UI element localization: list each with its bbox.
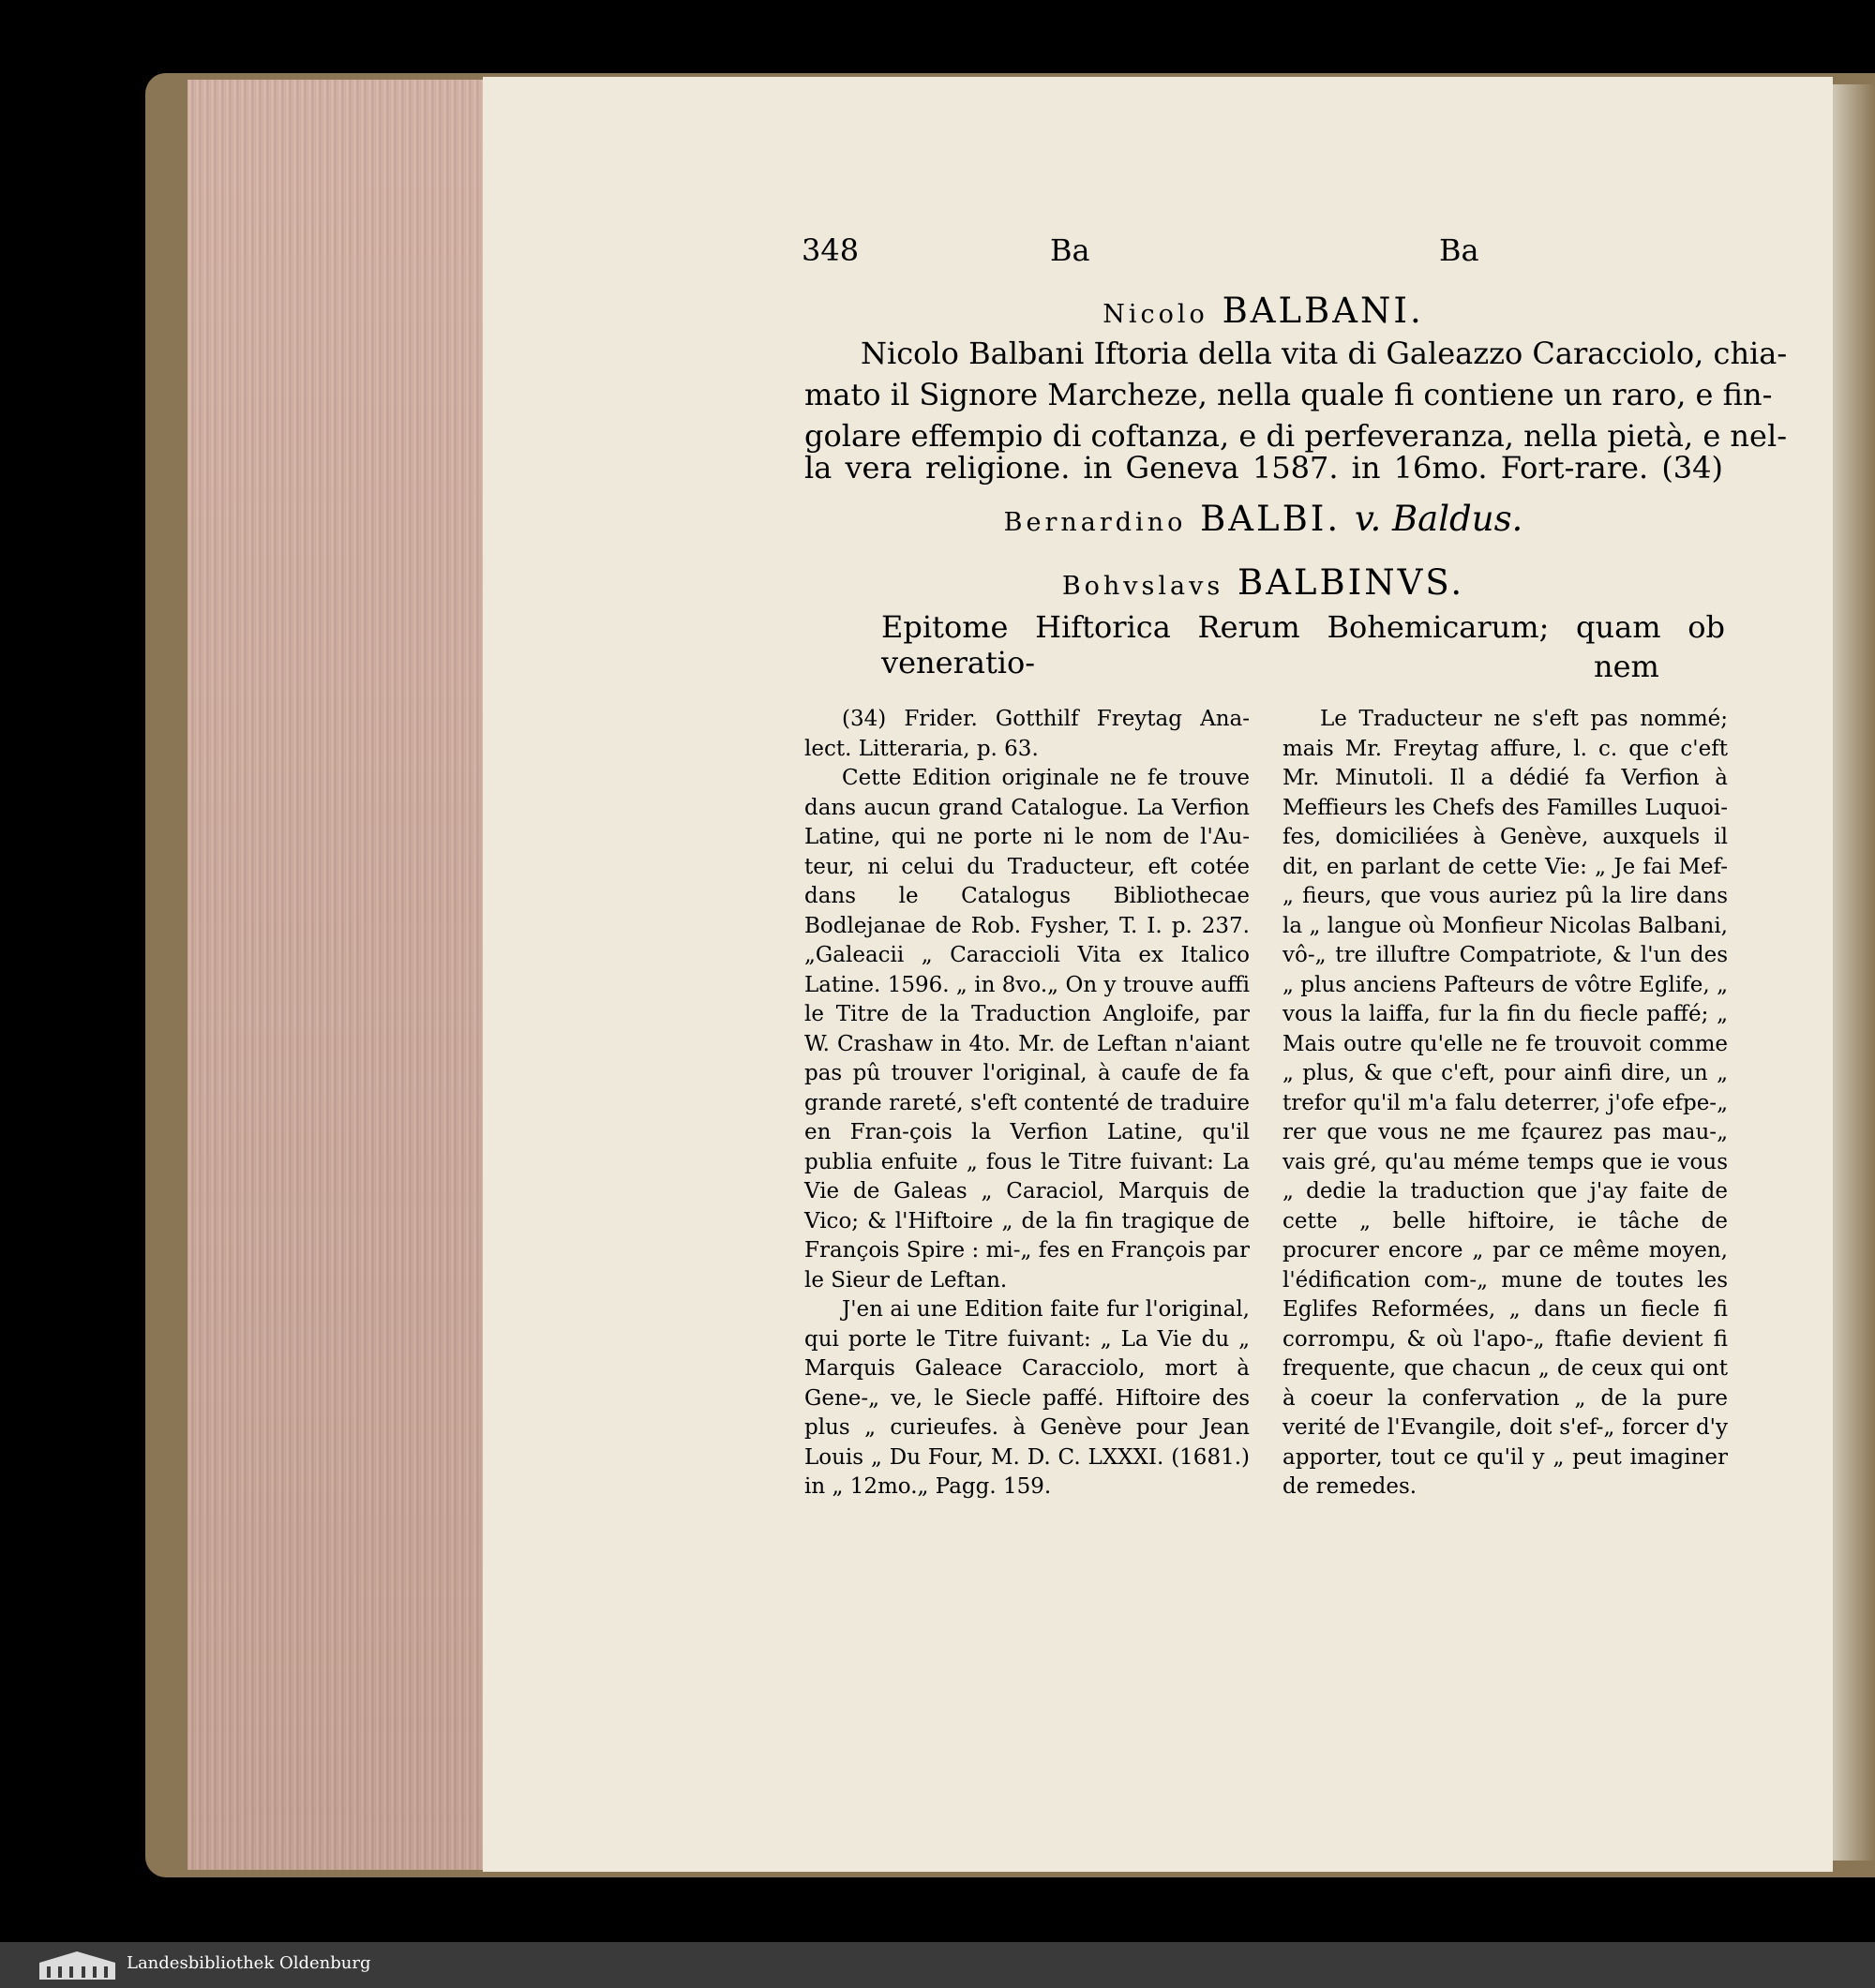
entry-text-line: la vera religione. in Geneva 1587. in 16mo. Fort-rare. (34) bbox=[804, 450, 1723, 486]
heading-surname: BALBANI. bbox=[1222, 291, 1424, 331]
footnote-paragraph: Cette Edition originale ne fe trouve dans aucun grand Catalogue. La Verfion Latine, qui ne porte ni le nom de l'Au-teur, ni celui du Traducteur, eft cotée dans le Catalogus Bibliothecae Bodlejanae de Rob. Fysher, T. I. p. 237. „Galeacii „ Caraccioli Vita ex Italico Latine. 1596. „ in 8vo.„ On y trouve auffi le Titre de la Traduction Angloife, par W. Crashaw in 4to. Mr. de Leftan n'aiant pas pû trouver l'original, à caufe de fa grande rareté, s'eft contenté de traduire en Fran-çois la Verfion Latine, qu'il publia enfuite „ fous le Titre fuivant: La Vie de Galeas „ Caraciol, Marquis de Vico; & l'Hiftoire „ de la fin tragique de François Spire : mi-„ fes en François par le Sieur de Leftan. bbox=[804, 766, 1250, 1293]
footnote-column-right bbox=[1282, 705, 1728, 1502]
entry-text-line: golare effempio di coftanza, e di perfeveranza, nella pietà, e nel- bbox=[804, 418, 1788, 454]
entry-text-line: nem bbox=[1594, 649, 1659, 684]
library-building-icon bbox=[38, 1950, 117, 1981]
heading-surname: BALBINVS. bbox=[1238, 562, 1465, 603]
entry-heading-balbinus bbox=[802, 562, 1725, 603]
library-footer-bar bbox=[0, 1942, 1875, 1988]
facing-page-edge bbox=[1833, 84, 1875, 1861]
entry-heading-balbi bbox=[802, 499, 1725, 539]
heading-surname: BALBI. bbox=[1200, 499, 1342, 539]
footnote-paragraph: (34) Frider. Gotthilf Freytag Ana-lect. Litteraria, p. 63. bbox=[804, 707, 1250, 761]
entry-heading-balbani bbox=[802, 291, 1725, 331]
running-head-left: Ba bbox=[1050, 232, 1090, 268]
page-block-shade bbox=[188, 80, 483, 1870]
footnote-paragraph: J'en ai une Edition faite fur l'original, qui porte le Titre fuivant: „ La Vie du „ Marquis Galeace Caracciolo, mort à Gene-„ ve, le Siecle paffé. Hiftoire des plus „ curieufes. à Genève pour Jean Louis „ Du Four, M. D. C. LXXXI. (1681.) in „ 12mo.„ Pagg. 159. bbox=[804, 1297, 1250, 1499]
library-name: Landesbibliothek Oldenburg bbox=[127, 1953, 371, 1973]
heading-cross-reference: v. Baldus. bbox=[1354, 499, 1523, 539]
entry-text-line: mato il Signore Marcheze, nella quale fi contiene un raro, e fin- bbox=[804, 377, 1773, 412]
heading-given-name: Nicolo bbox=[1102, 300, 1208, 329]
footnote-column-left bbox=[804, 705, 1250, 1502]
footnote-paragraph: Le Traducteur ne s'eft pas nommé; mais Mr. Freytag affure, l. c. que c'eft Mr. Minutoli. Il a dédié fa Verfion à Meffieurs les Chefs des Familles Luquoi-fes, domiciliées à Genève, auxquels il dit, en parlant de cette Vie: „ Je fai Mef-„ fieurs, que vous auriez pû la lire dans la „ langue où Monfieur Nicolas Balbani, vô-„ tre illuftre Compatriote, & l'un des „ plus anciens Pafteurs de vôtre Eglife, „ vous la laiffa, fur la fin du fiecle paffé; „ Mais outre qu'elle ne fe trouvoit comme „ plus, & que c'eft, pour ainfi dire, un „ trefor qu'il m'a falu deterrer, j'ofe efpe-„ rer que vous ne me fçaurez pas mau-„ vais gré, qu'au méme temps que ie vous „ dedie la traduction que j'ay faite de cette „ belle hiftoire, ie tâche de procurer encore „ par ce même moyen, l'édification com-„ mune de toutes les Eglifes Reformées, „ dans un fiecle fi corrompu, & où l'apo-„ ftafie devient fi frequente, que chacun „ de ceux qui ont à coeur la confervation „ de la pure verité de l'Evangile, doit s'ef-„ forcer d'y apporter, tout ce qu'il y „ peut imaginer de remedes. bbox=[1282, 707, 1728, 1499]
heading-given-name: Bernardino bbox=[1003, 508, 1187, 537]
running-head-right: Ba bbox=[1439, 232, 1479, 268]
entry-text-line: Epitome Hiftorica Rerum Bohemicarum; quam ob veneratio- bbox=[881, 609, 1725, 680]
heading-given-name: Bohvslavs bbox=[1061, 572, 1224, 601]
page-number: 348 bbox=[802, 232, 860, 268]
entry-text-line: Nicolo Balbani Iftoria della vita di Galeazzo Caracciolo, chia- bbox=[861, 336, 1788, 371]
